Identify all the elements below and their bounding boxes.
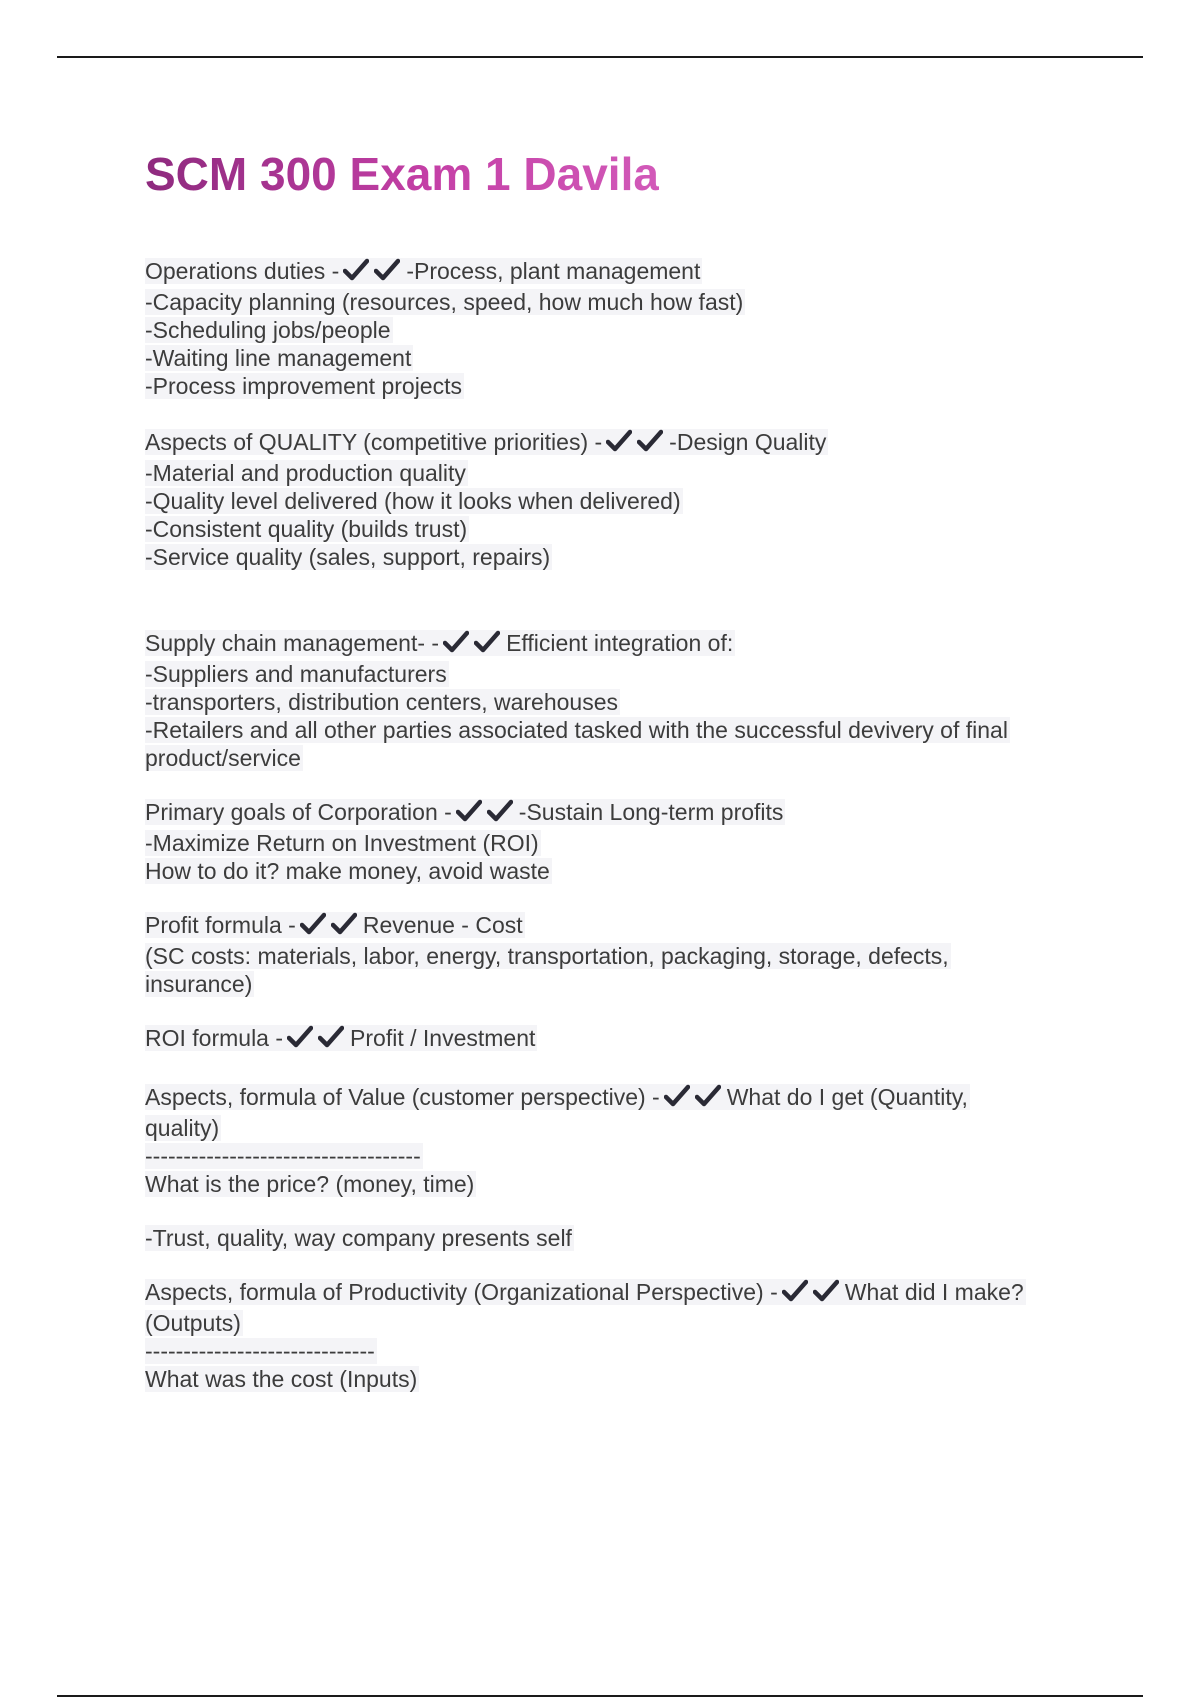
flashcard-answer-line: -Maximize Return on Investment (ROI) (145, 830, 539, 856)
check-mark-icon (664, 1084, 690, 1108)
flashcard-answer-line: quality) (145, 1115, 220, 1141)
check-marks (664, 1084, 723, 1114)
flashcard (145, 911, 1085, 998)
flashcard-answer-line (145, 1198, 1085, 1224)
flashcard-answer-line: -Material and production quality (145, 460, 466, 486)
flashcard (145, 257, 1085, 400)
flashcard-answer-line: Efficient integration of: (506, 630, 734, 656)
check-mark-icon (782, 1279, 808, 1303)
flashcard (145, 629, 1085, 772)
check-mark-icon (637, 429, 663, 453)
check-marks (300, 912, 359, 942)
bottom-rule (57, 1695, 1143, 1697)
check-mark-icon (474, 630, 500, 654)
check-mark-icon (374, 258, 400, 282)
flashcard-answer-line: What was the cost (Inputs) (145, 1366, 418, 1392)
flashcard-term: Supply chain management- - (145, 630, 440, 656)
flashcard-answer-line: -transporters, distribution centers, warehouses (145, 689, 618, 715)
flashcard-answer-line: -Waiting line management (145, 345, 412, 371)
flashcard-answer-line: (Outputs) (145, 1310, 241, 1336)
flashcard-answer-line: (SC costs: materials, labor, energy, transportation, packaging, storage, defects, (145, 943, 949, 969)
flashcard-answer-line: Profit / Investment (350, 1025, 536, 1051)
flashcard-term: Operations duties - (145, 258, 340, 284)
flashcard-answer-line: How to do it? make money, avoid waste (145, 858, 550, 884)
check-marks (456, 799, 515, 829)
flashcard-answer-line: -Process, plant management (406, 258, 701, 284)
fraction-divider: ------------------------------ (145, 1338, 375, 1364)
flashcard (145, 1024, 1085, 1055)
page-title: SCM 300 Exam 1 Davila (145, 144, 659, 204)
flashcard-answer-line: -Trust, quality, way company presents self (145, 1225, 572, 1251)
check-mark-icon (300, 912, 326, 936)
flashcard-term: ROI formula - (145, 1025, 284, 1051)
flashcard-list (145, 257, 1085, 1393)
check-mark-icon (695, 1084, 721, 1108)
check-mark-icon (287, 1025, 313, 1049)
flashcard-term: Aspects, formula of Value (customer perspective) - (145, 1084, 660, 1110)
check-mark-icon (487, 799, 513, 823)
top-rule (57, 56, 1143, 58)
check-marks (443, 630, 502, 660)
check-mark-icon (443, 630, 469, 654)
check-marks (782, 1279, 841, 1309)
flashcard-answer-line: -Sustain Long-term profits (518, 799, 784, 825)
flashcard-term: Aspects, formula of Productivity (Organizational Perspective) - (145, 1279, 778, 1305)
check-mark-icon (456, 799, 482, 823)
flashcard-answer-line: -Design Quality (669, 429, 827, 455)
flashcard-answer-line: product/service (145, 745, 301, 771)
check-marks (343, 258, 402, 288)
flashcard-term: Primary goals of Corporation - (145, 799, 452, 825)
flashcard-answer-line: -Retailers and all other parties associated tasked with the successful devivery of final (145, 717, 1008, 743)
check-mark-icon (606, 429, 632, 453)
flashcard-term: Profit formula - (145, 912, 296, 938)
check-marks (606, 429, 665, 459)
flashcard-answer-line: insurance) (145, 971, 253, 997)
check-mark-icon (331, 912, 357, 936)
flashcard-answer-line: -Scheduling jobs/people (145, 317, 391, 343)
flashcard-answer-line: -Quality level delivered (how it looks when delivered) (145, 488, 681, 514)
check-marks (287, 1025, 346, 1055)
flashcard-term: Aspects of QUALITY (competitive priorities) - (145, 429, 603, 455)
flashcard-answer-line: What did I make? (844, 1279, 1024, 1305)
flashcard-answer-line: -Suppliers and manufacturers (145, 661, 447, 687)
flashcard-answer-line: What is the price? (money, time) (145, 1171, 475, 1197)
flashcard-answer-line: -Service quality (sales, support, repairs) (145, 544, 551, 570)
flashcard (145, 1083, 1085, 1252)
flashcard-answer-line: Revenue - Cost (362, 912, 523, 938)
flashcard-answer-line: What do I get (Quantity, (726, 1084, 968, 1110)
flashcard-answer-line: -Process improvement projects (145, 373, 462, 399)
check-mark-icon (813, 1279, 839, 1303)
check-mark-icon (318, 1025, 344, 1049)
flashcard (145, 798, 1085, 885)
flashcard (145, 428, 1085, 571)
flashcard-answer-line: -Capacity planning (resources, speed, how much how fast) (145, 289, 744, 315)
check-mark-icon (343, 258, 369, 282)
fraction-divider: ------------------------------------ (145, 1143, 421, 1169)
flashcard (145, 1278, 1085, 1393)
flashcard-answer-line: -Consistent quality (builds trust) (145, 516, 468, 542)
